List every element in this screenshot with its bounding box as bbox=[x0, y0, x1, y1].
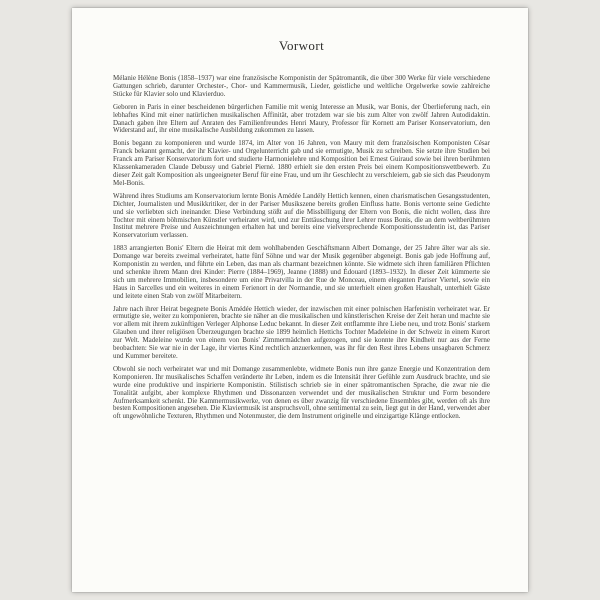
paragraph-4: Während ihres Studiums am Konservatorium lernte Bonis Amédée Landély Hettich kennen, einen charismatischen Gesangsstudenten, Dichter, Journalisten und Musikkritiker, der in der Pariser Musikszene bereits großen Einfluss hatte. Bonis vertonte seine Gedichte und sie verliebten sich ineinander. Diese Verbindung stößt auf die Missbilligung der Eltern von Bonis, die nicht wollen, dass ihre Tochter mit einem böhmischen Künstler verheiratet wird, und zur Enttäuschung ihrer Lehrer muss Bonis, die an dem weltberühmten Institut mehrere Preise und Auszeichnungen erhalten hat und bereits eine vielversprechende Kompositionsstudentin ist, das Pariser Konservatorium verlassen. bbox=[113, 191, 490, 240]
paragraph-7: Obwohl sie noch verheiratet war und mit Domange zusammenlebte, widmete Bonis nun ihre ganze Energie und Konzentration dem Komponieren. Ihr musikalisches Schaffen veränderte ihr Leben, indem es die Intensität ihrer Gefühle zum Ausdruck brachte, und sie wurde eine produktive und inspirierte Komponistin. Stilistisch schrieb sie in einer spätromantischen Sprache, die zwar nie die Tonalität aufgibt, aber komplexe Rhythmen und Dissonanzen verwendet und der musikalischen Struktur und Form besondere Aufmerksamkeit schenkt. Die Kammermusikwerke, von denen es über zwanzig für verschiedene Ensembles gibt, werden oft als ihre besten Kompositionen angesehen. Die Klaviermusik ist anspruchsvoll, ohne sentimental zu sein, liegt gut in der Hand, verwendet aber oft ungewöhnliche Texturen, Rhythmen und Notenmuster, die dem Instrument originelle und einzigartige Klänge entlocken. bbox=[113, 364, 490, 421]
paragraph-5: 1883 arrangierten Bonis' Eltern die Heirat mit dem wohlhabenden Geschäftsmann Albert Domange, der 25 Jahre älter war als sie. Domange war bereits zweimal verheiratet, hatte fünf Söhne und war der Musik gegenüber abgeneigt. Bonis gab jede Hoffnung auf, Komponistin zu werden, und führte ein Leben, das man als charmant bezeichnen könnte. Sie widmete sich ihren familiären Pflichten und schenkte ihrem Mann drei Kinder: Pierre (1884–1969), Jeanne (1888) und Édouard (1893–1932). In dieser Zeit kümmerte sie sich um mehrere Immobilien, insbesondere um eine Privatvilla in der Rue de Monceau, einem eleganten Pariser Viertel, sowie ein Haus in Sarcelles und ein weiteres in einem Ferienort in der Normandie, und sie unterhielt einen großen Haushalt, unterhielt Gäste und leitete einen Stab von zwölf Mitarbeitern. bbox=[113, 244, 490, 300]
paragraph-6: Jahre nach ihrer Heirat begegnete Bonis Amédée Hettich wieder, der inzwischen mit einer polnischen Harfenistin verheiratet war. Er ermutigte sie, weiter zu komponieren, brachte sie näher an die musikalischen und künstlerischen Kreise der Zeit heran und machte sie vor allem mit ihrem zukünftigen Verleger Alphonse Leduc bekannt. In dieser Zeit entflammte ihre Liebe neu, und trotz Bonis' starkem Glauben und ihrer religiösen Überzeugungen brachte sie 1899 heimlich Hettichs Tochter Madeleine in der Schweiz in einem Kurort zur Welt. Madeleine wurde von einem von Bonis' Zimmermädchen aufgezogen, und sie konnte ihre Kindheit nur aus der Ferne beobachten: Sie war nie in der Lage, ihr viertes Kind rechtlich anzuerkennen, was ihr für den Rest ihres Lebens unsagbaren Schmerz und Kummer bereitete. bbox=[113, 304, 490, 360]
page-title: Vorwort bbox=[278, 38, 325, 53]
paragraph-3: Bonis begann zu komponieren und wurde 1874, im Alter von 16 Jahren, von Maury mit dem französischen Komponisten César Franck bekannt gemacht, der ihr Klavier- und Orgelunterricht gab und sie ermutigte, Musik zu schreiben. Sie setzte ihre Studien bei Franck am Pariser Konservatorium fort und studierte Harmonielehre und Komposition bei Ernest Guiraud sowie bei ihren berühmten Klassenkameraden Claude Debussy und Gabriel Pierné. 1880 erhielt sie den ersten Preis bei einem Kompositionswettbewerb. Zu dieser Zeit galt Komposition als ungeeigneter Beruf für eine Frau, und um ihr Geschlecht zu verschleiern, gab sie sich das Pseudonym Mel-Bonis. bbox=[113, 139, 490, 187]
document-page bbox=[72, 8, 528, 592]
preface-text bbox=[113, 75, 490, 421]
paragraph-1: Mélanie Hélène Bonis (1858–1937) war eine französische Komponistin der Spätromantik, die über 300 Werke für viele verschiedene Gattungen schrieb, darunter Orchester-, Chor- und Kammermusik, Lieder, geistliche und weltliche Orgelwerke sowie zahlreiche Stücke für Klavier solo und Klavierduo. bbox=[113, 74, 490, 98]
paragraph-2: Geboren in Paris in einer bescheidenen bürgerlichen Familie mit wenig Interesse an Musik, war Bonis, der Überlieferung nach, ein lebhaftes Kind mit einer natürlichen musikalischen Affinität, aber trotzdem war sie bis zum Alter von zwölf Jahren Autodidaktin. Danach gaben ihre Eltern auf Anraten des Familienfreundes Henri Maury, Professor für Kornett am Pariser Konservatorium, den Widerstand auf, ihr eine musikalische Ausbildung zukommen zu lassen. bbox=[113, 102, 490, 135]
